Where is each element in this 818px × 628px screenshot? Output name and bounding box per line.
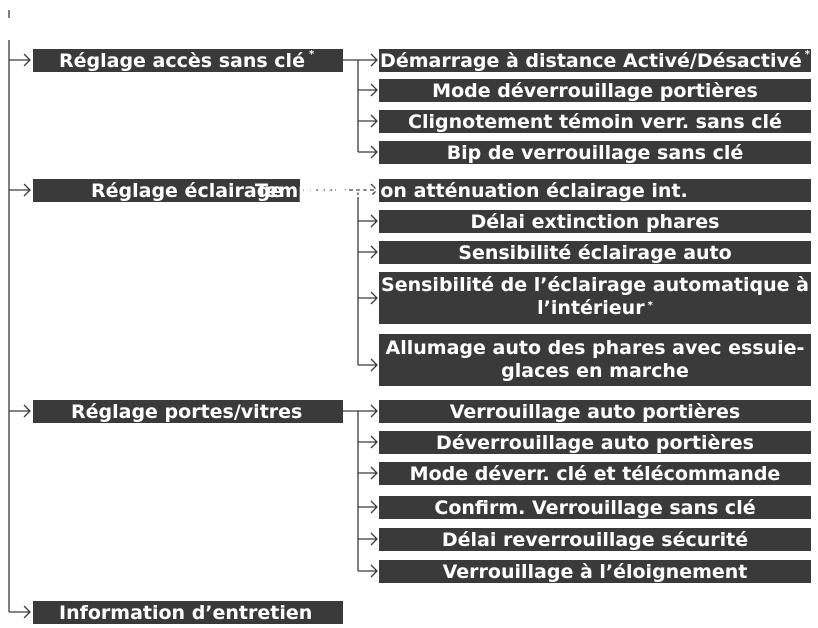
item-auto-door-unlock[interactable] xyxy=(379,431,811,454)
item-auto-headlight-wipers-label: Allumage auto des phares avec essuie-glaces en marche xyxy=(385,337,805,382)
category-lighting-label: Réglage éclairage xyxy=(91,179,284,202)
item-headlight-off-timer[interactable] xyxy=(379,210,811,233)
item-remote-start-label: Démarrage à distance Activé/Désactivé xyxy=(380,49,802,72)
item-interior-auto-light-sensitivity-label: Sensibilité de l’éclairage automatique à l’intérieur xyxy=(381,273,809,319)
item-interior-light-dimming-label: Temporisation atténuation éclairage int. xyxy=(255,179,688,202)
item-security-relock-timer-label: Délai reverrouillage sécurité xyxy=(441,528,749,551)
item-walk-away-lock-label: Verrouillage à l’éloignement xyxy=(442,560,748,583)
category-remote-access[interactable] xyxy=(33,49,343,72)
item-auto-headlight-wipers[interactable] xyxy=(379,334,811,386)
item-remote-start-asterisk: * xyxy=(804,48,810,60)
category-maintenance-info[interactable] xyxy=(33,601,343,624)
item-auto-light-sensitivity-label: Sensibilité éclairage auto xyxy=(458,241,732,264)
item-auto-door-unlock-label: Déverrouillage auto portières xyxy=(436,431,754,454)
item-security-relock-timer[interactable] xyxy=(379,528,811,551)
item-keyless-lock-confirm[interactable] xyxy=(379,496,811,519)
item-key-remote-unlock-mode[interactable] xyxy=(379,462,811,485)
item-auto-door-lock-label: Verrouillage auto portières xyxy=(449,400,741,423)
item-door-unlock-mode-label: Mode déverrouillage portières xyxy=(432,79,758,102)
item-walk-away-lock[interactable] xyxy=(379,560,811,583)
item-door-unlock-mode[interactable] xyxy=(379,79,811,102)
item-keyless-lock-beep-label: Bip de verrouillage sans clé xyxy=(446,141,744,164)
item-interior-auto-light-sensitivity[interactable] xyxy=(379,272,811,324)
category-maintenance-info-label: Information d’entretien xyxy=(59,601,313,624)
category-remote-access-label: Réglage accès sans clé xyxy=(59,49,305,72)
category-doors-windows[interactable] xyxy=(33,400,343,423)
item-key-remote-unlock-mode-label: Mode déverr. clé et télécommande xyxy=(409,462,781,485)
item-keyless-lock-confirm-label: Confirm. Verrouillage sans clé xyxy=(434,496,756,519)
item-keyless-lock-light-flash[interactable] xyxy=(379,110,811,133)
item-headlight-off-timer-label: Délai extinction phares xyxy=(470,210,720,233)
item-auto-light-sensitivity[interactable] xyxy=(379,241,811,264)
category-remote-access-asterisk: * xyxy=(308,48,315,60)
item-interior-light-dimming[interactable] xyxy=(255,179,811,202)
item-auto-door-lock[interactable] xyxy=(379,400,811,423)
item-interior-auto-light-sensitivity-asterisk: * xyxy=(647,299,653,311)
category-doors-windows-label: Réglage portes/vitres xyxy=(71,400,303,423)
item-keyless-lock-light-flash-label: Clignotement témoin verr. sans clé xyxy=(408,110,782,133)
item-keyless-lock-beep[interactable] xyxy=(379,141,811,164)
item-interior-auto-light-sensitivity-text xyxy=(381,274,809,323)
item-remote-start[interactable] xyxy=(379,49,811,72)
